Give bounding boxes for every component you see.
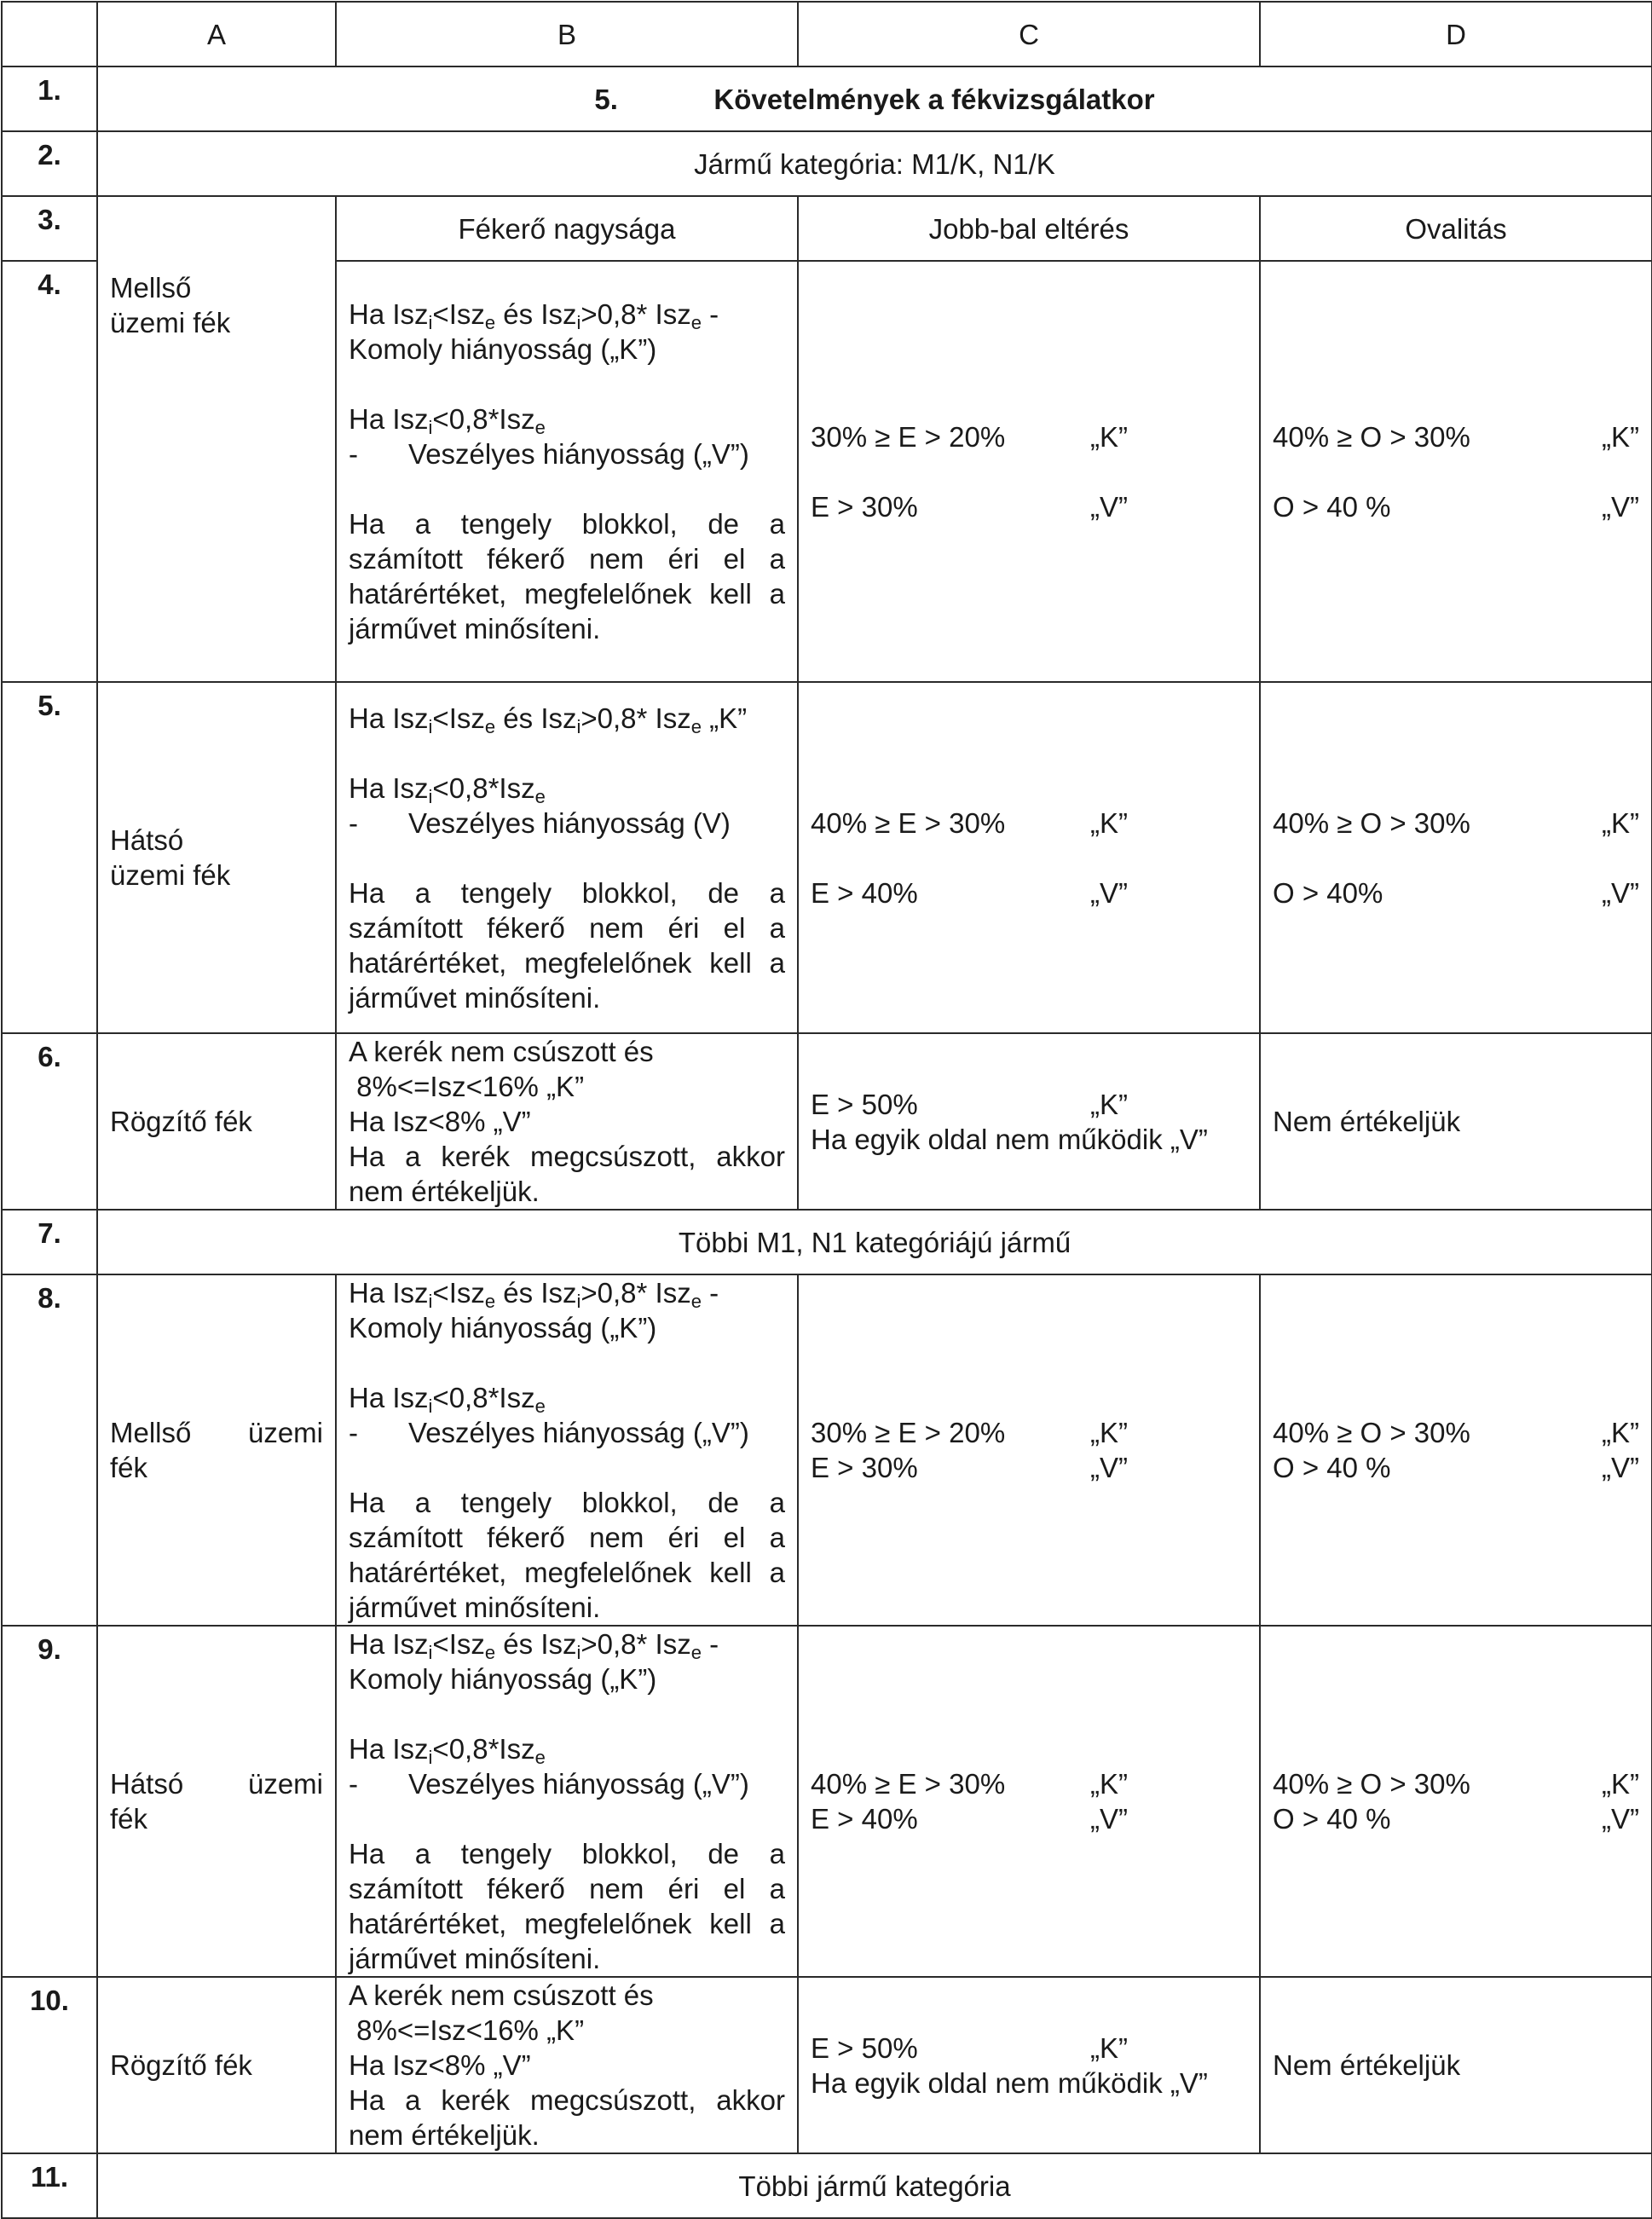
section-title-text: Követelmények a fékvizsgálatkor — [713, 83, 1155, 115]
braking-force-cell: A kerék nem csúszott és 8%<=Isz<16% „K” Ha Isz<8% „V” Ha a kerék megcsúszott, akkor nem értékeljük. — [336, 1033, 798, 1210]
column-header-row — [2, 2, 1652, 66]
deviation-cell: 40% ≥ E > 30% „K” E > 40% „V” — [798, 682, 1260, 1033]
brake-type-cell: Mellső üzemi fék — [97, 1274, 336, 1626]
row-number: 10. — [2, 1977, 97, 2153]
section-number: 5. — [594, 83, 618, 115]
brake-type-cell — [97, 682, 336, 1033]
table-row-1 — [2, 66, 1652, 131]
ovality-cell: Nem értékeljük — [1260, 1977, 1652, 2153]
category-heading: Jármű kategória: M1/K, N1/K — [97, 131, 1652, 196]
deviation-cell: 30% ≥ E > 20% „K” E > 30% „V” — [798, 1274, 1260, 1626]
corner-cell — [2, 2, 97, 66]
deficiency-text: Komoly hiányosság („K”) — [349, 333, 657, 365]
brake-type-cell: Rögzítő fék — [97, 1033, 336, 1210]
condition-line: Ha Isz$_i$<Isz$_e$ és Isz$_i$>0,8* Isz$_e$ - — [349, 298, 719, 333]
deficiency-text: - Veszélyes hiányosság („V”) — [349, 438, 749, 470]
row-number: 2. — [2, 131, 97, 196]
deviation-cell: E > 50% „K” Ha egyik oldal nem működik „V” — [798, 1977, 1260, 2153]
brake-type-line: Mellső — [110, 272, 192, 303]
category-heading: Többi M1, N1 kategóriájú jármű — [97, 1210, 1652, 1274]
blocking-note: Ha a tengely blokkol, de a számított fékerő nem éri el a határértéket, megfelelőnek kell a járművet minősíteni. — [349, 508, 785, 644]
ovality-cell: Nem értékeljük — [1260, 1033, 1652, 1210]
subheader-left-right-deviation: Jobb-bal eltérés — [798, 196, 1260, 261]
brake-type-line: üzemi fék — [110, 859, 231, 891]
row-number: 5. — [2, 682, 97, 1033]
condition-line: Ha Isz$_i$<0,8*Isz$_e$ — [349, 1382, 546, 1417]
condition-line: Ha Isz$_i$<0,8*Isz$_e$ — [349, 1733, 546, 1768]
brake-type-cell: Rögzítő fék — [97, 1977, 336, 2153]
braking-force-cell — [336, 1626, 798, 1977]
row-number: 6. — [2, 1033, 97, 1210]
braking-force-cell — [336, 1274, 798, 1626]
table-row-8 — [2, 1274, 1652, 1626]
column-header-d: D — [1260, 2, 1652, 66]
blocking-note: Ha a tengely blokkol, de a számított fékerő nem éri el a határértéket, megfelelőnek kell a járművet minősíteni. — [349, 1487, 785, 1623]
braking-force-cell — [336, 261, 798, 682]
deficiency-text: Komoly hiányosság („K”) — [349, 1312, 657, 1344]
deficiency-text: Komoly hiányosság („K”) — [349, 1663, 657, 1695]
deficiency-text: - Veszélyes hiányosság (V) — [349, 806, 731, 839]
table-row-6 — [2, 1033, 1652, 1210]
brake-type-cell — [97, 196, 336, 682]
column-header-b: B — [336, 2, 798, 66]
ovality-cell: 40% ≥ O > 30% „K” O > 40 % „V” — [1260, 1626, 1652, 1977]
row-number: 8. — [2, 1274, 97, 1626]
table-row-11 — [2, 2153, 1652, 2218]
braking-force-cell: A kerék nem csúszott és 8%<=Isz<16% „K” Ha Isz<8% „V” Ha a kerék megcsúszott, akkor nem értékeljük. — [336, 1977, 798, 2153]
brake-type-line: üzemi fék — [110, 307, 231, 338]
table-row-3 — [2, 196, 1652, 261]
table-row-9 — [2, 1626, 1652, 1977]
braking-force-cell — [336, 682, 798, 1033]
condition-line: Ha Isz$_i$<Isz$_e$ és Isz$_i$>0,8* Isz$_e$ „K” — [349, 702, 748, 737]
row-number: 3. — [2, 196, 97, 261]
blocking-note: Ha a tengely blokkol, de a számított fékerő nem éri el a határértéket, megfelelőnek kell a járművet minősíteni. — [349, 876, 785, 1014]
brake-type-cell: Hátsó üzemi fék — [97, 1626, 336, 1977]
column-header-c: C — [798, 2, 1260, 66]
row-number: 9. — [2, 1626, 97, 1977]
row-number: 1. — [2, 66, 97, 131]
table-row-10 — [2, 1977, 1652, 2153]
category-heading: Többi jármű kategória — [97, 2153, 1652, 2218]
condition-line: Ha Isz$_i$<Isz$_e$ és Isz$_i$>0,8* Isz$_e$ - — [349, 1277, 719, 1312]
deficiency-text: - Veszélyes hiányosság („V”) — [349, 1768, 749, 1800]
section-title — [97, 66, 1652, 131]
deviation-cell: E > 50% „K” Ha egyik oldal nem működik „V” — [798, 1033, 1260, 1210]
column-header-a: A — [97, 2, 336, 66]
brake-type-line: Hátsó — [110, 824, 184, 856]
row-number: 7. — [2, 1210, 97, 1274]
ovality-cell: 40% ≥ O > 30% „K” O > 40 % „V” — [1260, 261, 1652, 682]
deficiency-text: - Veszélyes hiányosság („V”) — [349, 1417, 749, 1448]
ovality-cell: 40% ≥ O > 30% „K” O > 40% „V” — [1260, 682, 1652, 1033]
subheader-braking-force: Fékerő nagysága — [336, 196, 798, 261]
condition-line: Ha Isz$_i$<0,8*Isz$_e$ — [349, 403, 546, 438]
condition-line: Ha Isz$_i$<Isz$_e$ és Isz$_i$>0,8* Isz$_e$ - — [349, 1628, 719, 1663]
ovality-cell: 40% ≥ O > 30% „K” O > 40 % „V” — [1260, 1274, 1652, 1626]
deviation-cell: 30% ≥ E > 20% „K” E > 30% „V” — [798, 261, 1260, 682]
brake-requirements-table — [1, 1, 1652, 2219]
condition-line: Ha Isz$_i$<0,8*Isz$_e$ — [349, 771, 546, 807]
table-row-5 — [2, 682, 1652, 1033]
blocking-note: Ha a tengely blokkol, de a számított fékerő nem éri el a határértéket, megfelelőnek kell a járművet minősíteni. — [349, 1838, 785, 1974]
deviation-cell: 40% ≥ E > 30% „K” E > 40% „V” — [798, 1626, 1260, 1977]
table-row-7 — [2, 1210, 1652, 1274]
subheader-ovality: Ovalitás — [1260, 196, 1652, 261]
table-row-2 — [2, 131, 1652, 196]
row-number: 4. — [2, 261, 97, 682]
row-number: 11. — [2, 2153, 97, 2218]
